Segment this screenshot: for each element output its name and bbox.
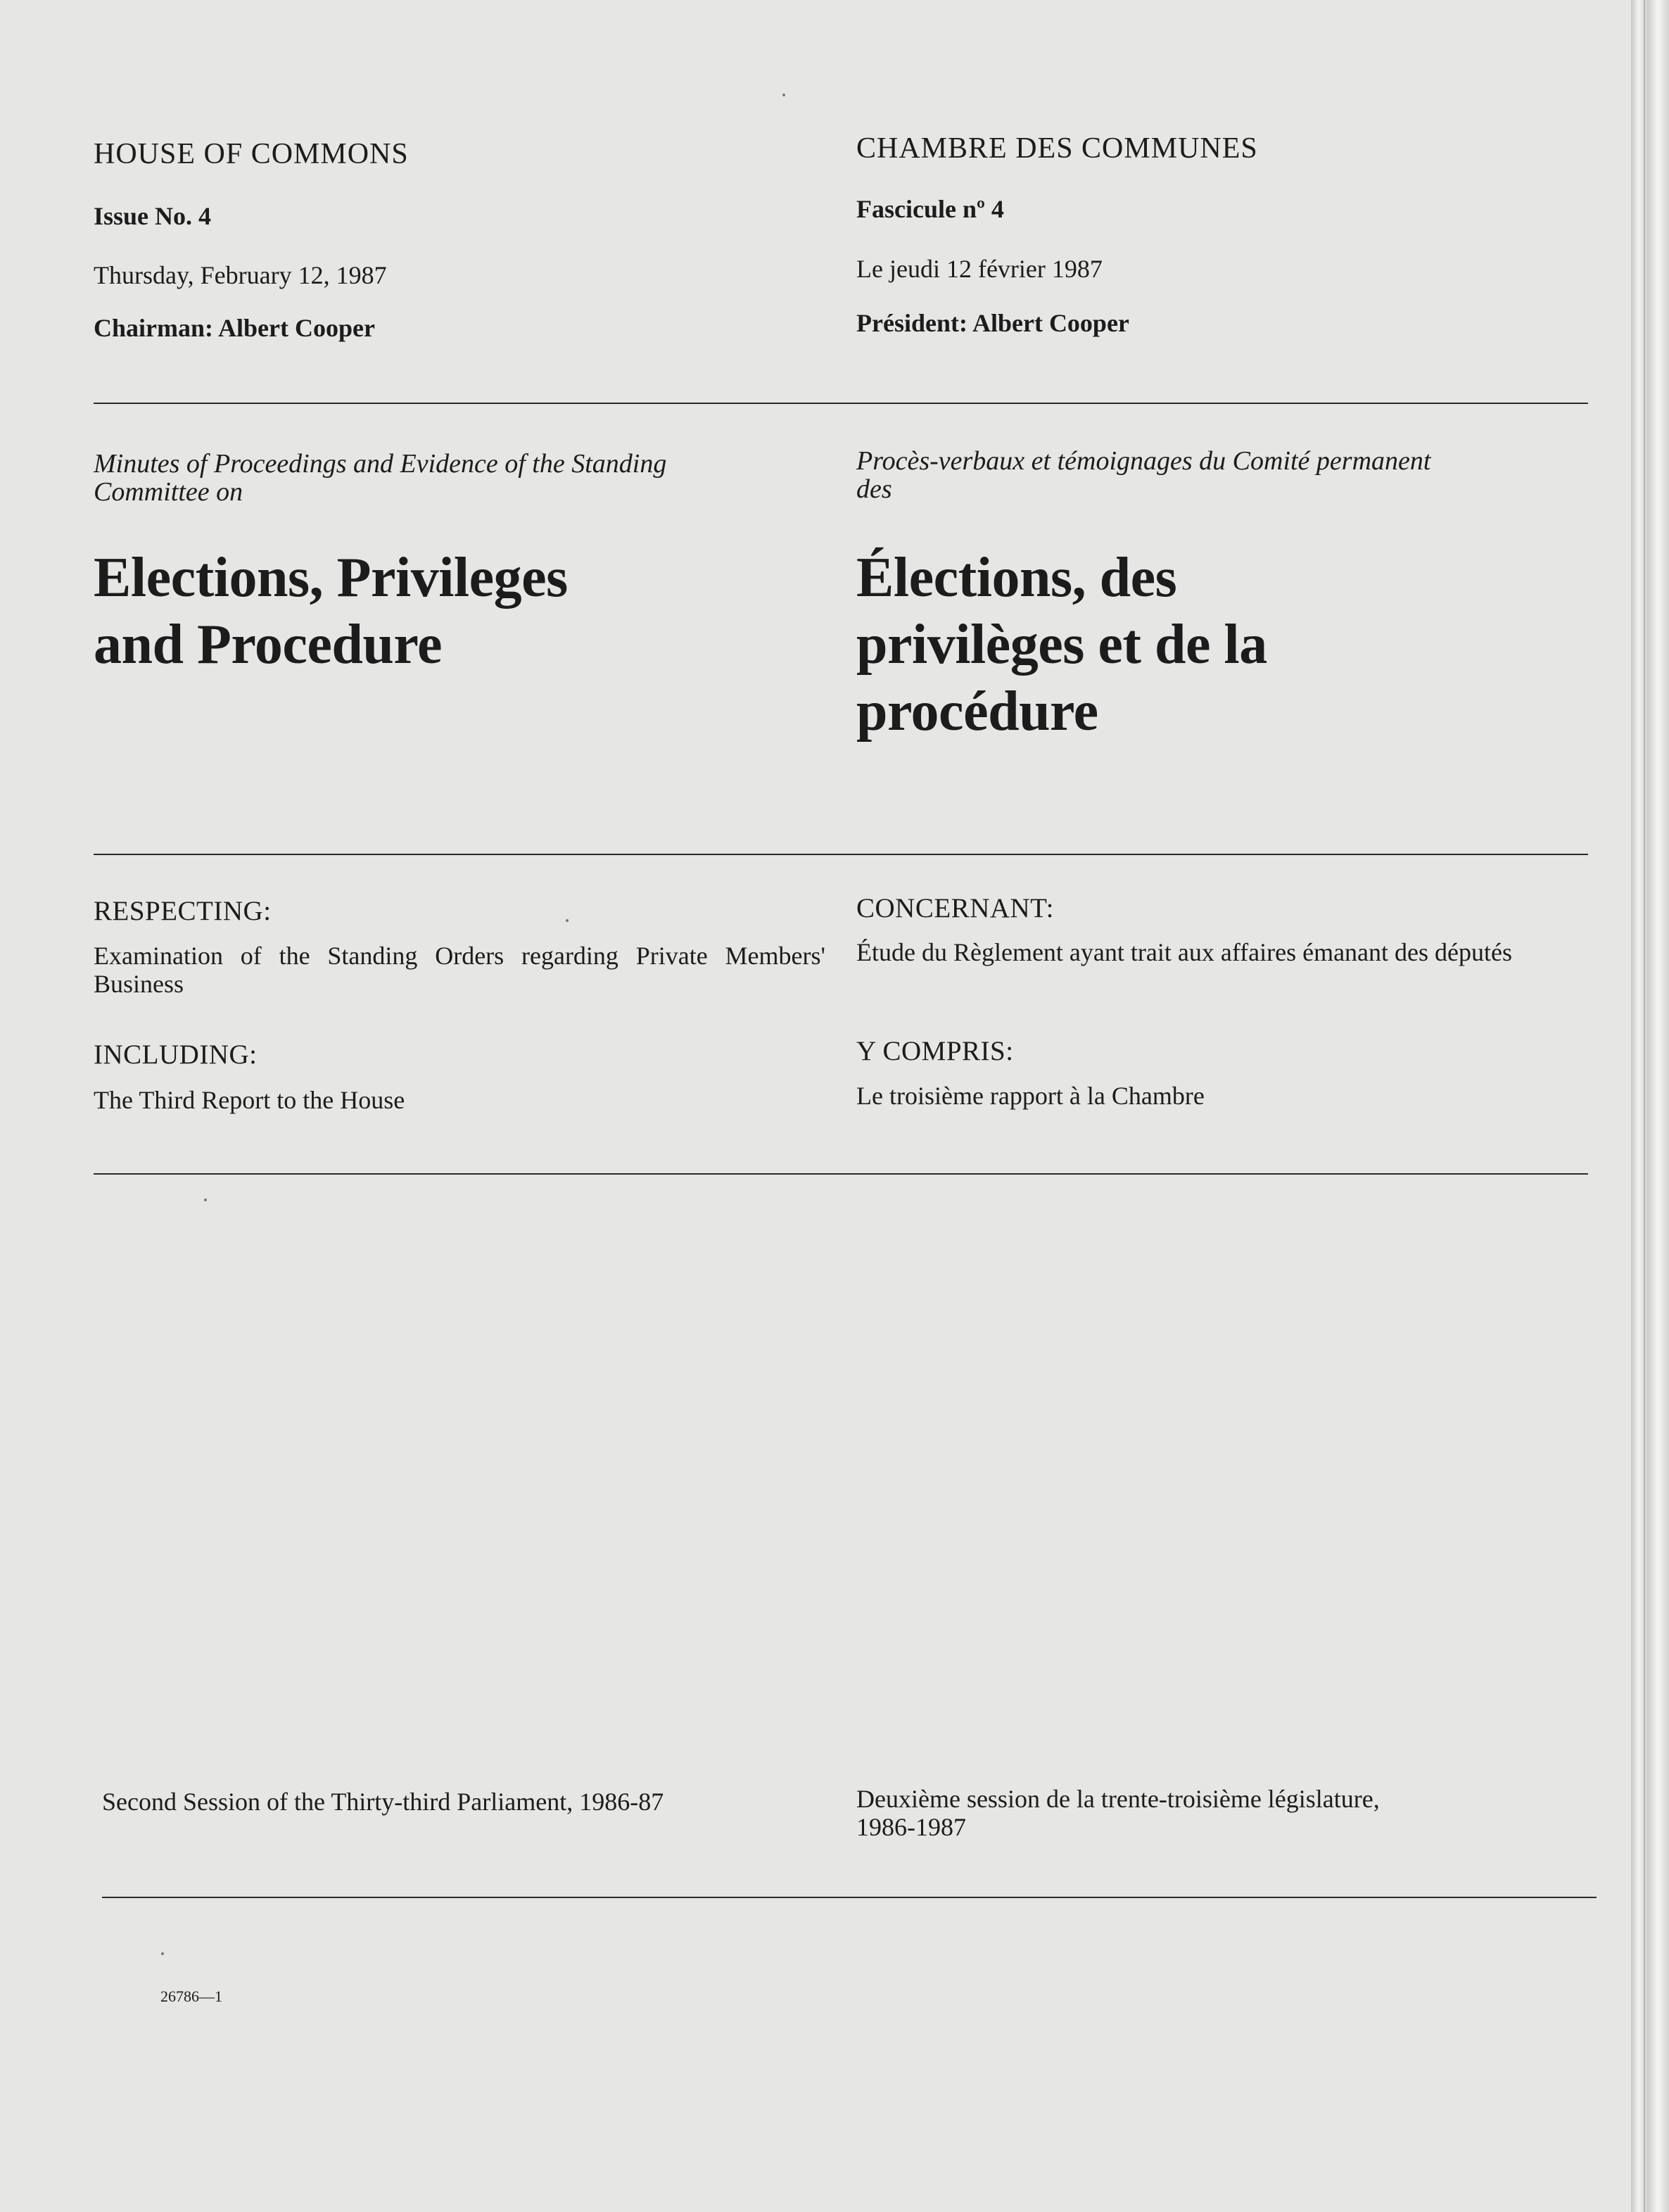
meeting-date-en: Thursday, February 12, 1987 <box>94 261 387 289</box>
minutes-line: Committee on <box>94 476 243 507</box>
session-fr <box>856 1786 1594 1841</box>
committee-line: and Procedure <box>94 614 442 676</box>
page-edge <box>1631 0 1669 2212</box>
concernant-label: CONCERNANT: <box>856 893 1054 923</box>
session-fr-line: 1986-1987 <box>856 1812 966 1841</box>
committee-name-en <box>94 545 832 678</box>
paper-speck <box>204 1199 207 1201</box>
issue-number-fr: Fascicule nº 4 <box>856 195 1004 223</box>
y-compris-label: Y COMPRIS: <box>856 1036 1014 1066</box>
including-text: The Third Report to the House <box>94 1086 405 1114</box>
committee-line: Elections, Privileges <box>94 547 568 609</box>
chairman-en: Chairman: Albert Cooper <box>94 314 375 342</box>
concernant-text: Étude du Règlement ayant trait aux affaires émanant des députés <box>856 938 1512 966</box>
divider-rule <box>94 403 1588 404</box>
issue-number-en: Issue No. 4 <box>94 202 212 230</box>
divider-rule <box>102 1897 1597 1898</box>
paper-speck <box>161 1952 164 1955</box>
divider-rule <box>94 1173 1588 1175</box>
y-compris-text: Le troisième rapport à la Chambre <box>856 1082 1205 1110</box>
minutes-heading-fr <box>856 448 1592 504</box>
minutes-heading-en <box>94 450 832 507</box>
paper-speck <box>566 919 569 922</box>
minutes-line: Minutes of Proceedings and Evidence of the Standing <box>94 449 667 479</box>
respecting-label: RESPECTING: <box>94 896 272 926</box>
session-en: Second Session of the Thirty-third Parliament, 1986-87 <box>102 1788 664 1816</box>
committee-name-fr <box>856 545 1592 746</box>
committee-line: Élections, des <box>856 547 1177 609</box>
chairman-fr: Président: Albert Cooper <box>856 309 1129 337</box>
respecting-text: Examination of the Standing Orders regarding Private Members' Business <box>94 942 825 998</box>
print-code: 26786—1 <box>160 1987 222 2005</box>
including-label: INCLUDING: <box>94 1039 258 1070</box>
paper-speck <box>782 94 785 96</box>
committee-line: privilèges et de la <box>856 614 1267 676</box>
committee-line: procédure <box>856 681 1098 743</box>
house-title-en: HOUSE OF COMMONS <box>94 138 409 170</box>
house-title-fr: CHAMBRE DES COMMUNES <box>856 132 1258 165</box>
meeting-date-fr: Le jeudi 12 février 1987 <box>856 255 1103 283</box>
divider-rule <box>94 854 1588 855</box>
session-fr-line: Deuxième session de la trente-troisième législature, <box>856 1785 1380 1813</box>
minutes-line: des <box>856 474 892 504</box>
minutes-line: Procès-verbaux et témoignages du Comité permanent <box>856 446 1431 476</box>
